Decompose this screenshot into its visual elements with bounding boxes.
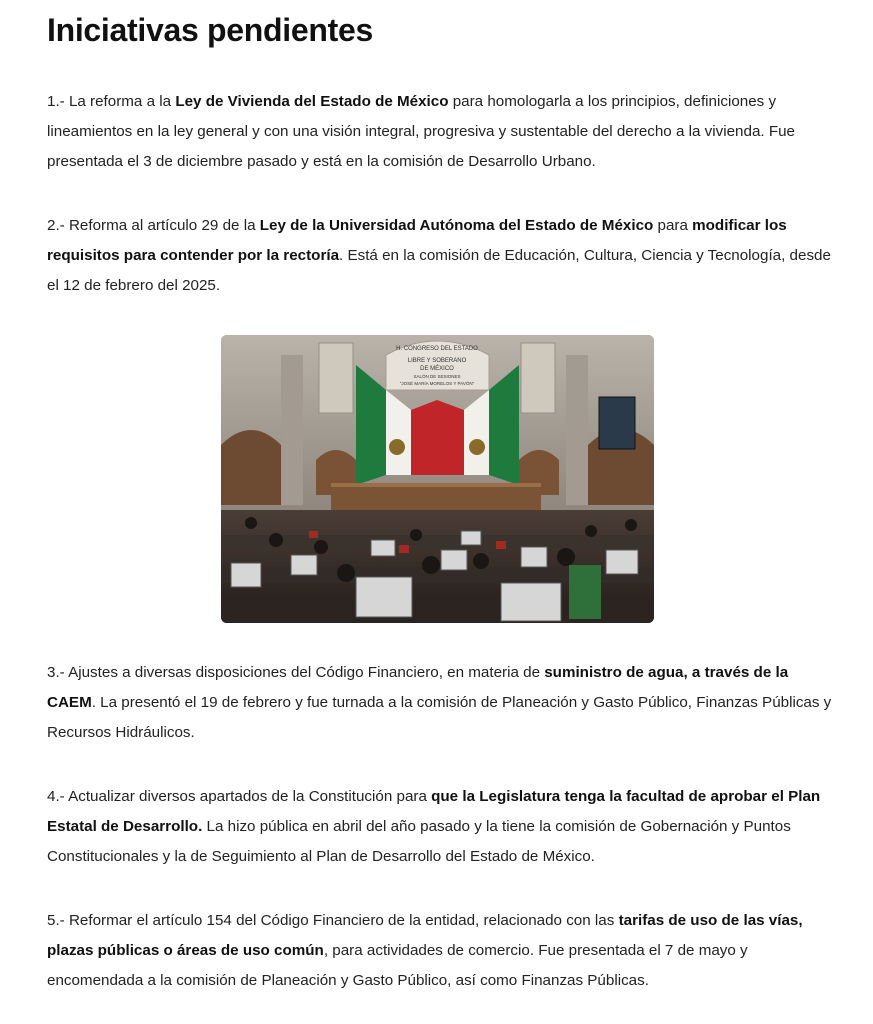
text-segment: , para actividades de comercio. Fue presentada el 7 de mayo y encomendada a la comisión de Planeación y Gasto Público, así como Finanzas Públicas. <box>47 942 748 989</box>
presidium-desk <box>331 483 541 513</box>
left-arch <box>221 430 281 505</box>
text-segment: 2.- Reforma al artículo 29 de la <box>47 217 260 234</box>
inscription-line-3: DE MÉXICO <box>420 366 454 372</box>
text-segment-bold: Ley de la Universidad Autónoma del Estado de México <box>259 217 654 234</box>
inscription-line-2: LIBRE Y SOBERANO <box>407 358 467 364</box>
text-segment-bold: Ley de Vivienda del Estado de México <box>175 93 449 110</box>
page-title: Iniciativas pendientes <box>47 12 373 48</box>
inscription-line-5: "JOSÉ MARÍA MORELOS Y PAVÓN" <box>399 381 475 386</box>
text-segment: 1.- La reforma a la <box>47 93 176 110</box>
inscription-line-1: H. CONGRESO DEL ESTADO <box>396 346 478 352</box>
column <box>281 355 303 505</box>
text-segment: . Está en la comisión de Educación, Cultura, Ciencia y Tecnología, desde el 12 de febrero del 2025. <box>47 247 831 294</box>
plaque <box>319 343 353 413</box>
desk-trim <box>331 483 541 487</box>
flag-red-center <box>411 400 464 475</box>
inscription-line-4: SALÓN DE SESIONES <box>413 374 461 379</box>
text-segment-bold: modificar los requisitos para contender por la rectoría <box>47 217 787 264</box>
text-segment-bold: que la Legislatura tenga la facultad de aprobar el Plan Estatal de Desarrollo. <box>47 788 821 835</box>
text-segment: 3.- Ajustes a diversas disposiciones del Código Financiero, en materia de <box>47 664 545 681</box>
wall-screen <box>599 397 635 449</box>
coat-of-arms-left <box>389 439 405 455</box>
initiative-paragraph-5 <box>47 906 837 996</box>
text-segment: . La presentó el 19 de febrero y fue turnada a la comisión de Planeación y Gasto Público, Finanzas Públicas y Recursos Hidráulicos. <box>47 694 832 741</box>
text-segment-bold: tarifas de uso de las vías, plazas públicas o áreas de uso común <box>47 912 803 959</box>
voting-banner <box>569 565 601 619</box>
initiative-paragraph-4 <box>47 782 837 872</box>
initiative-paragraph-2 <box>47 211 837 301</box>
coat-of-arms-right <box>469 439 485 455</box>
initiative-paragraph-3 <box>47 658 837 748</box>
text-segment: 4.- Actualizar diversos apartados de la Constitución para <box>47 788 432 805</box>
plaque <box>521 343 555 413</box>
text-segment: para homologarla a los principios, definiciones y lineamientos en la ley general y con una visión integral, progresiva y sustentable del derecho a la vivienda. Fue presentada el 3 de diciembre pasado y está en la comisión de Desarrollo Urbano. <box>47 93 796 170</box>
text-segment: 5.- Reformar el artículo 154 del Código Financiero de la entidad, relacionado con las <box>47 912 619 929</box>
initiative-paragraph-1 <box>47 87 837 177</box>
column <box>566 355 588 505</box>
text-segment: para <box>653 217 693 234</box>
text-segment: La hizo pública en abril del año pasado y la tiene la comisión de Gobernación y Puntos Constitucionales y la de Seguimiento al Plan de Desarrollo del Estado de México. <box>47 818 791 865</box>
legislature-chamber-photo <box>221 335 654 623</box>
text-segment-bold: suministro de agua, a través de la CAEM <box>47 664 789 711</box>
